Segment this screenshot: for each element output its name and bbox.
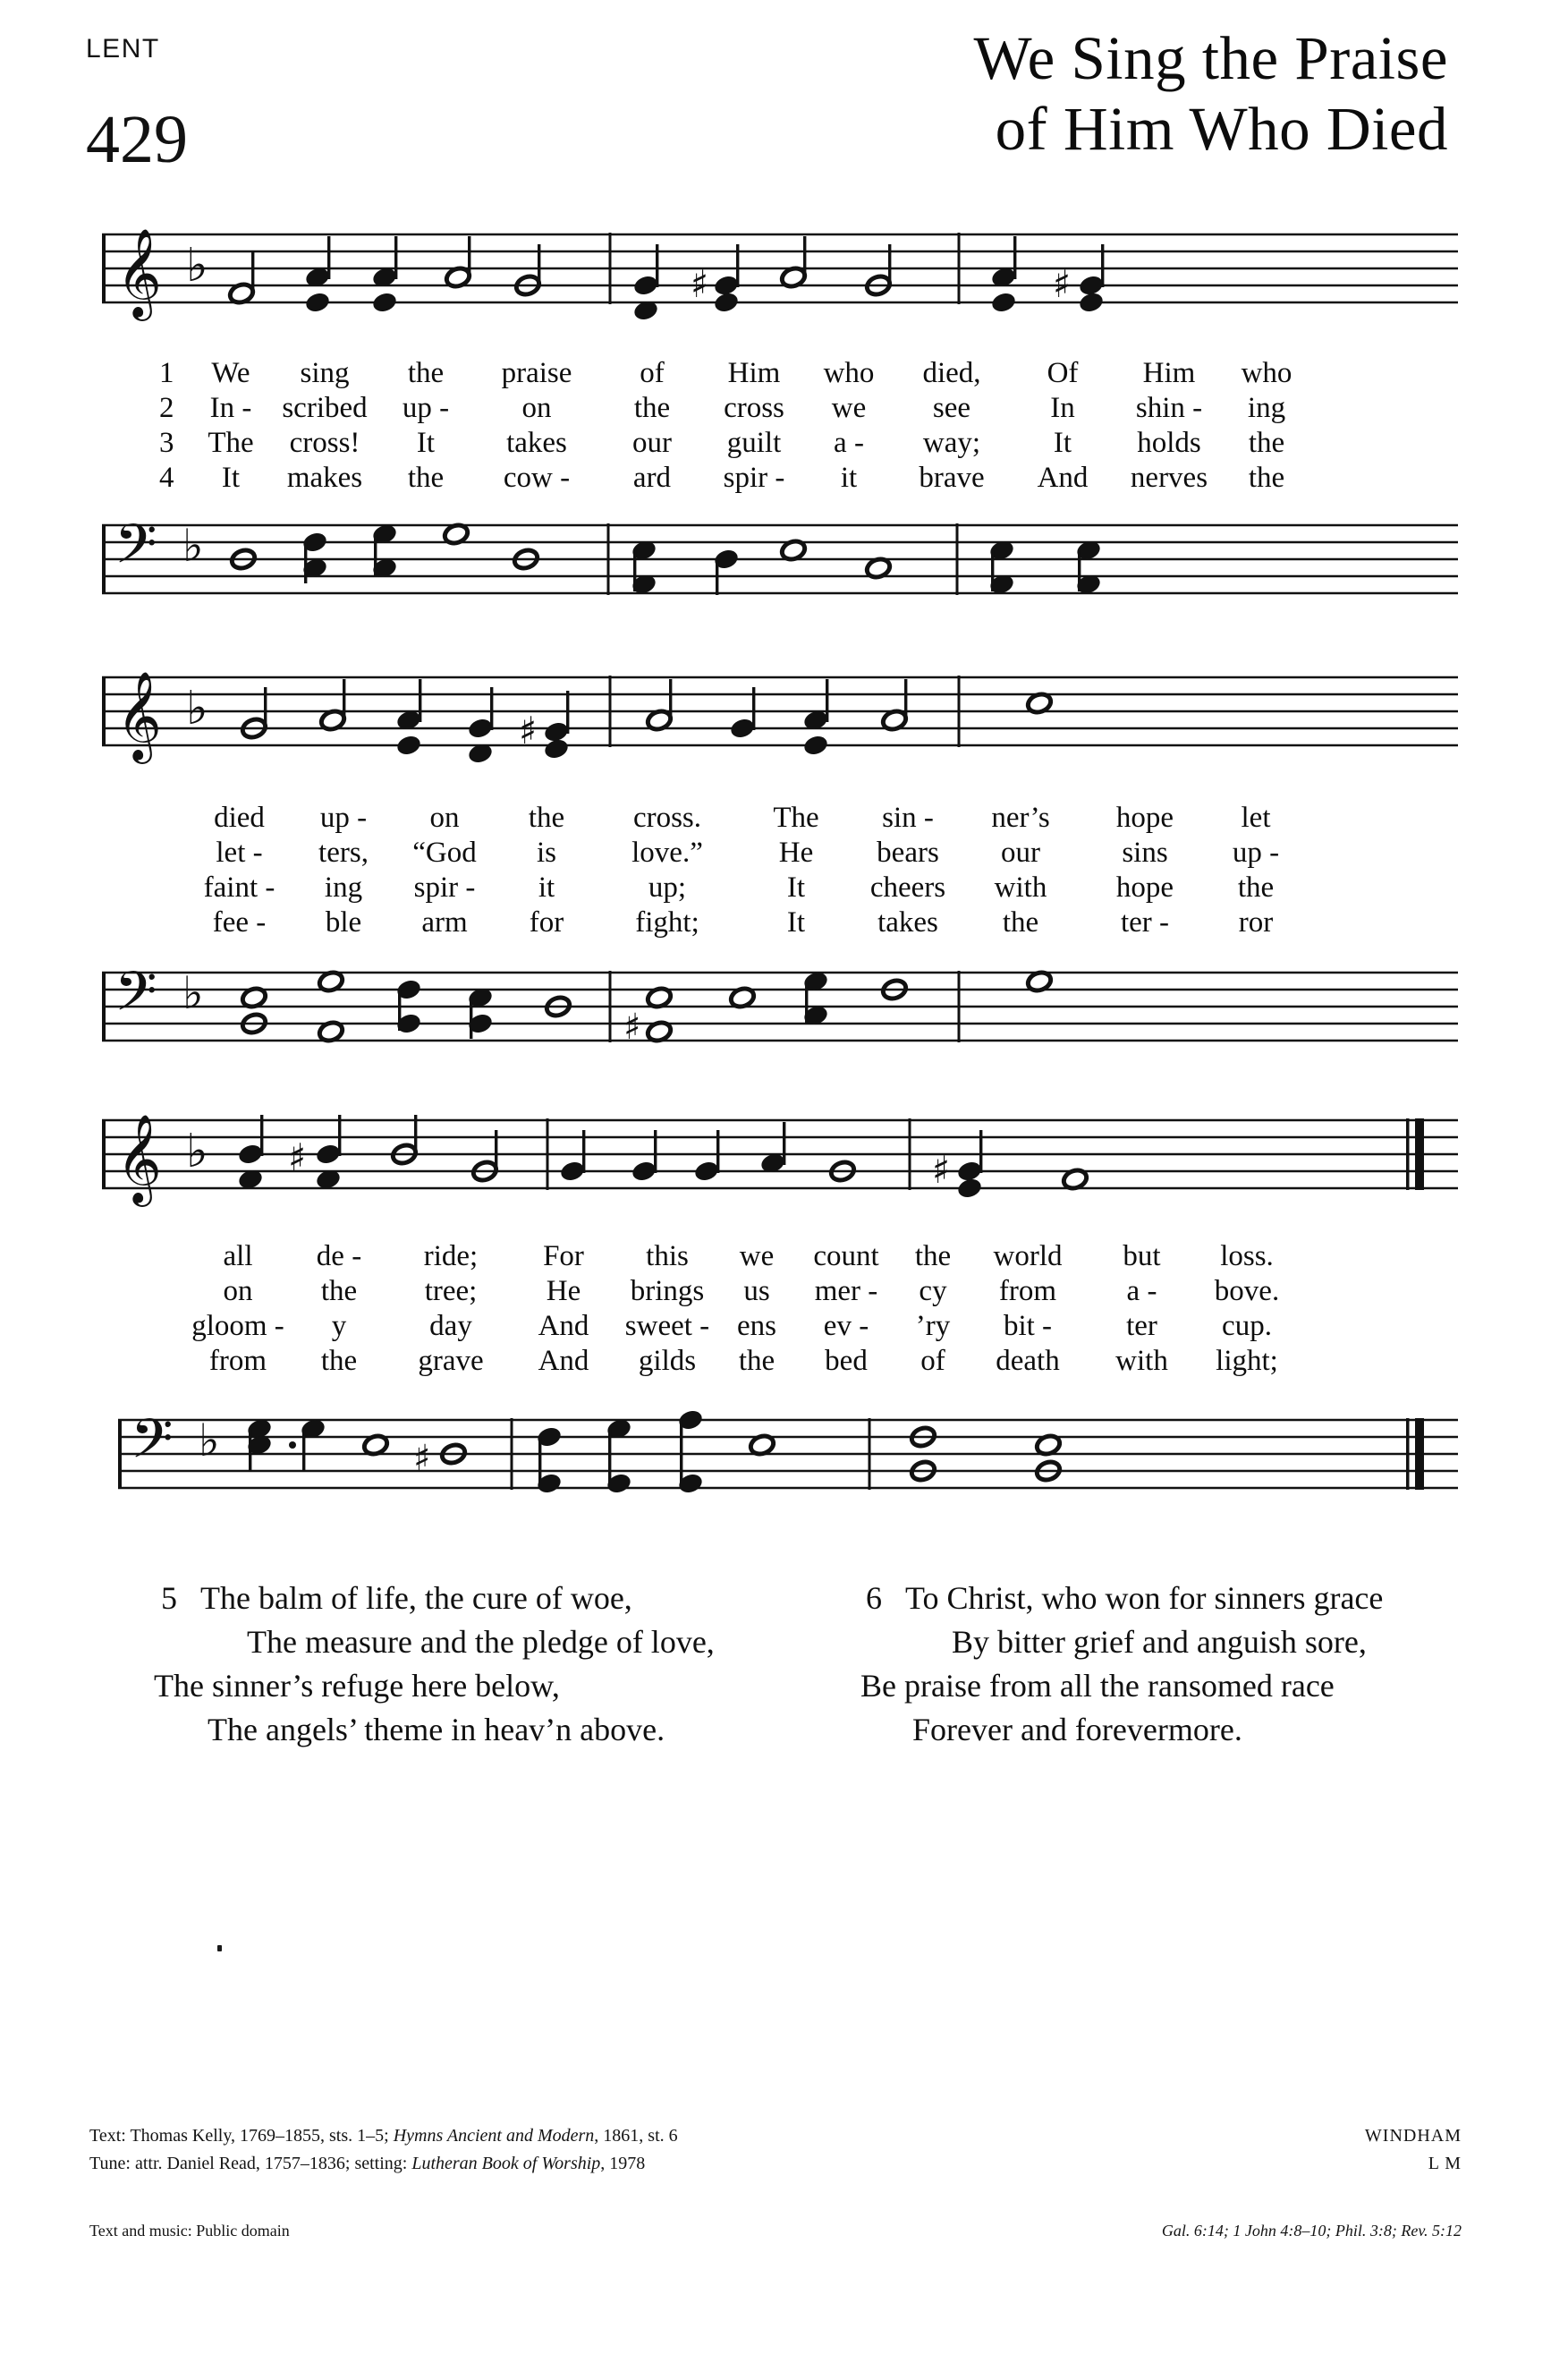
stanza-line: The angels’ theme in heav’n above.	[208, 1712, 665, 1747]
syllable: spir -	[413, 871, 476, 904]
flat-key-signature-icon-bass-3: ♭	[199, 1415, 220, 1466]
syllable: shin -	[1135, 392, 1203, 424]
verse-number: 3	[159, 427, 174, 459]
syllable: on	[223, 1275, 253, 1307]
syllable: It	[221, 462, 241, 494]
syllable: sin -	[882, 802, 934, 834]
liturgical-season-label: LENT	[86, 34, 160, 64]
hymn-title-line-1: We Sing the Praise	[973, 24, 1448, 92]
lyrics-system-3	[190, 1239, 1296, 1379]
syllable: on	[429, 802, 460, 834]
scripture-references: Gal. 6:14; 1 John 4:8–10; Phil. 3:8; Rev. 5:12	[1161, 2222, 1462, 2240]
syllable: brings	[630, 1275, 705, 1307]
stanza-6	[860, 1577, 1384, 1752]
syllable: Him	[1142, 357, 1196, 389]
final-barline	[1406, 1118, 1424, 1190]
syllable: who	[1241, 357, 1292, 389]
sharp-accidental-icon: ♯	[691, 262, 709, 306]
meter-label: L M	[1428, 2154, 1462, 2173]
syllable: all	[223, 1240, 253, 1272]
syllable: It	[416, 427, 436, 459]
bass-staff-2	[100, 962, 1460, 1060]
syllable: up -	[402, 392, 450, 424]
syllable: the	[1237, 871, 1275, 904]
bass-staff-3	[100, 1409, 1460, 1508]
lyric-line	[190, 1274, 1296, 1309]
sharp-accidental-icon-bass-2: ♯	[413, 1438, 431, 1479]
syllable: the	[407, 357, 445, 389]
text-credit	[89, 2122, 678, 2150]
syllable: our	[1001, 837, 1040, 869]
syllable: “God	[412, 837, 477, 869]
flat-key-signature-icon-3: ♭	[186, 1125, 208, 1178]
syllable: it	[840, 462, 858, 494]
syllable: He	[546, 1275, 581, 1307]
text-credit-source: Hymns Ancient and Modern	[393, 2126, 595, 2146]
footer-credits	[89, 2122, 1462, 2245]
syllable: the	[633, 392, 671, 424]
syllable: cup.	[1222, 1310, 1272, 1342]
treble-staff-1	[100, 224, 1460, 349]
syllable: the	[528, 802, 565, 834]
tune-name: WINDHAM	[1364, 2126, 1462, 2146]
syllable: ride;	[423, 1240, 479, 1272]
lyric-line	[190, 1239, 1296, 1274]
syllable: the	[738, 1345, 776, 1377]
syllable: And	[538, 1345, 589, 1377]
syllable: In -	[209, 392, 252, 424]
treble-clef-icon-3: 𝄞	[116, 1114, 162, 1203]
syllable: is	[536, 837, 556, 869]
syllable: the	[1248, 462, 1285, 494]
stanza-line: Forever and forevermore.	[912, 1712, 1242, 1747]
syllable: our	[632, 427, 672, 459]
syllable: ter -	[1120, 906, 1170, 939]
verse-number: 4	[159, 462, 174, 494]
final-barline-bass	[1406, 1418, 1424, 1490]
sharp-accidental-icon-4: ♯	[288, 1135, 307, 1179]
syllable: this	[646, 1240, 689, 1272]
syllable: let -	[216, 837, 263, 869]
syllable: bed	[825, 1345, 868, 1377]
bass-staff-1	[100, 514, 1460, 613]
syllable: brave	[919, 462, 985, 494]
syllable: it	[538, 871, 555, 904]
lyric-line	[190, 1309, 1296, 1344]
syllable: y	[331, 1310, 347, 1342]
syllable: the	[1248, 427, 1285, 459]
syllable: but	[1123, 1240, 1161, 1272]
text-credit-row	[89, 2122, 1462, 2150]
syllable: tree;	[424, 1275, 478, 1307]
syllable: for	[529, 906, 564, 939]
lyric-line	[188, 905, 1305, 940]
syllable: died	[214, 802, 265, 834]
music-system-3	[100, 1109, 1460, 1235]
syllable: light;	[1216, 1345, 1278, 1377]
syllable: we	[831, 392, 867, 424]
syllable: let	[1241, 802, 1271, 834]
syllable: who	[823, 357, 875, 389]
syllable: ’ry	[915, 1310, 951, 1342]
stanza-line: To Christ, who won for sinners grace	[905, 1580, 1384, 1616]
lyric-line	[159, 426, 1311, 461]
syllable: cheers	[869, 871, 946, 904]
syllable: the	[1002, 906, 1039, 939]
syllable: The	[773, 802, 819, 834]
syllable: fight;	[635, 906, 699, 939]
treble-clef-icon: 𝄞	[116, 228, 162, 318]
syllable: cy	[919, 1275, 947, 1307]
syllable: Him	[727, 357, 781, 389]
sharp-accidental-icon-5: ♯	[932, 1148, 951, 1192]
tune-credit-source: Lutheran Book of Worship	[411, 2154, 601, 2173]
syllable: praise	[501, 357, 572, 389]
syllable: It	[1053, 427, 1072, 459]
syllable: bove.	[1214, 1275, 1280, 1307]
syllable: up -	[1232, 837, 1280, 869]
stanza-line: By bitter grief and anguish sore,	[952, 1624, 1367, 1660]
syllable: We	[211, 357, 250, 389]
tune-credit-part1: Tune: attr. Daniel Read, 1757–1836; setting:	[89, 2154, 412, 2173]
syllable: de -	[316, 1240, 362, 1272]
syllable: ters,	[318, 837, 369, 869]
lyrics-system-2	[188, 801, 1305, 940]
hymn-title-line-2: of Him Who Died	[995, 95, 1448, 164]
syllable: hope	[1115, 871, 1174, 904]
syllable: hope	[1115, 802, 1174, 834]
flat-key-signature-icon-2: ♭	[186, 682, 208, 735]
sharp-accidental-icon-2: ♯	[1053, 262, 1072, 306]
syllable: It	[786, 906, 806, 939]
syllable: ner’s	[991, 802, 1050, 834]
flat-key-signature-icon-bass: ♭	[182, 520, 204, 572]
syllable: cross	[724, 392, 784, 424]
syllable: up -	[319, 802, 368, 834]
tune-credit-part2: , 1978	[600, 2154, 646, 2173]
syllable: faint -	[203, 871, 275, 904]
syllable: see	[932, 392, 971, 424]
syllable: cow -	[503, 462, 571, 494]
syllable: ing	[1247, 392, 1286, 424]
syllable: the	[320, 1275, 358, 1307]
syllable: For	[543, 1240, 584, 1272]
syllable: ens	[737, 1310, 776, 1342]
syllable: died,	[922, 357, 981, 389]
syllable: love.”	[631, 837, 703, 869]
syllable: guilt	[726, 427, 782, 459]
treble-clef-icon-2: 𝄞	[116, 671, 162, 761]
syllable: grave	[418, 1345, 484, 1377]
syllable: sins	[1122, 837, 1168, 869]
bass-clef-icon-3: 𝄢	[131, 1409, 174, 1484]
syllable: a -	[834, 427, 864, 459]
tune-credit	[89, 2150, 645, 2178]
stanza-line: The sinner’s refuge here below,	[154, 1668, 560, 1704]
tune-credit-row	[89, 2150, 1462, 2178]
stanza-5	[154, 1577, 715, 1752]
syllable: loss.	[1220, 1240, 1274, 1272]
license-row	[89, 2217, 1462, 2245]
syllable: makes	[286, 462, 363, 494]
syllable: with	[994, 871, 1047, 904]
stanza-number-6: 6	[866, 1580, 882, 1616]
syllable: ev -	[823, 1310, 869, 1342]
stanza-number-5: 5	[161, 1580, 177, 1616]
lyric-line	[190, 1344, 1296, 1379]
syllable: He	[778, 837, 814, 869]
syllable: us	[743, 1275, 770, 1307]
sharp-accidental-icon-bass: ♯	[623, 1007, 641, 1048]
syllable: a -	[1126, 1275, 1157, 1307]
syllable: the	[320, 1345, 358, 1377]
print-artifact-dot	[217, 1945, 222, 1951]
lyric-line	[159, 391, 1311, 426]
lyric-line	[188, 801, 1305, 836]
syllable: we	[739, 1240, 775, 1272]
music-system-1	[100, 224, 1460, 349]
hymn-number: 429	[86, 102, 188, 177]
syllable: ble	[325, 906, 362, 939]
syllable: And	[1037, 462, 1089, 494]
syllable: ror	[1238, 906, 1274, 939]
public-domain-notice: Text and music: Public domain	[89, 2222, 290, 2240]
flat-key-signature-icon: ♭	[186, 239, 208, 293]
syllable: cross.	[632, 802, 702, 834]
syllable: bit -	[1003, 1310, 1053, 1342]
syllable: sweet -	[624, 1310, 710, 1342]
syllable: Of	[1047, 357, 1079, 389]
syllable: from	[208, 1345, 267, 1377]
syllable: It	[786, 871, 806, 904]
syllable: ter	[1126, 1310, 1157, 1342]
sharp-accidental-icon-3: ♯	[519, 709, 538, 752]
syllable: ard	[632, 462, 672, 494]
syllable: scribed	[282, 392, 368, 424]
syllable: the	[407, 462, 445, 494]
bass-clef-icon: 𝄢	[114, 514, 157, 590]
syllable: up;	[648, 871, 687, 904]
syllable: The	[208, 427, 254, 459]
syllable: bears	[877, 837, 939, 869]
flat-key-signature-icon-bass-2: ♭	[182, 967, 204, 1019]
syllable: gilds	[638, 1345, 697, 1377]
syllable: on	[521, 392, 552, 424]
text-credit-part1: Text: Thomas Kelly, 1769–1855, sts. 1–5;	[89, 2126, 394, 2146]
lyric-line	[188, 871, 1305, 905]
stanza-line: The measure and the pledge of love,	[247, 1624, 715, 1660]
syllable: of	[920, 1345, 945, 1377]
syllable: gloom -	[191, 1310, 284, 1342]
syllable: takes	[506, 427, 567, 459]
syllable: And	[538, 1310, 589, 1342]
lyrics-system-1	[159, 356, 1311, 496]
syllable: ing	[324, 871, 363, 904]
syllable: death	[996, 1345, 1060, 1377]
bass-clef-icon-2: 𝄢	[114, 962, 157, 1037]
syllable: count	[813, 1240, 879, 1272]
syllable: from	[998, 1275, 1057, 1307]
syllable: spir -	[723, 462, 785, 494]
syllable: takes	[877, 906, 938, 939]
syllable: nerves	[1130, 462, 1208, 494]
syllable: cross!	[289, 427, 360, 459]
syllable: the	[914, 1240, 952, 1272]
syllable: with	[1115, 1345, 1168, 1377]
stanza-line: The balm of life, the cure of woe,	[200, 1580, 632, 1616]
stanza-line: Be praise from all the ransomed race	[860, 1668, 1335, 1704]
syllable: In	[1050, 392, 1075, 424]
verse-number: 2	[159, 392, 174, 424]
syllable: way;	[922, 427, 981, 459]
lyric-line	[159, 356, 1311, 391]
syllable: mer -	[814, 1275, 878, 1307]
hymn-title	[974, 23, 1448, 166]
syllable: sing	[300, 357, 350, 389]
lyric-line	[159, 461, 1311, 496]
text-credit-part2: , 1861, st. 6	[594, 2126, 678, 2146]
syllable: holds	[1137, 427, 1201, 459]
syllable: of	[640, 357, 665, 389]
verse-number: 1	[159, 357, 174, 389]
syllable: fee -	[212, 906, 267, 939]
lyric-line	[188, 836, 1305, 871]
syllable: world	[993, 1240, 1063, 1272]
syllable: day	[429, 1310, 472, 1342]
music-system-2	[100, 667, 1460, 792]
syllable: arm	[421, 906, 468, 939]
